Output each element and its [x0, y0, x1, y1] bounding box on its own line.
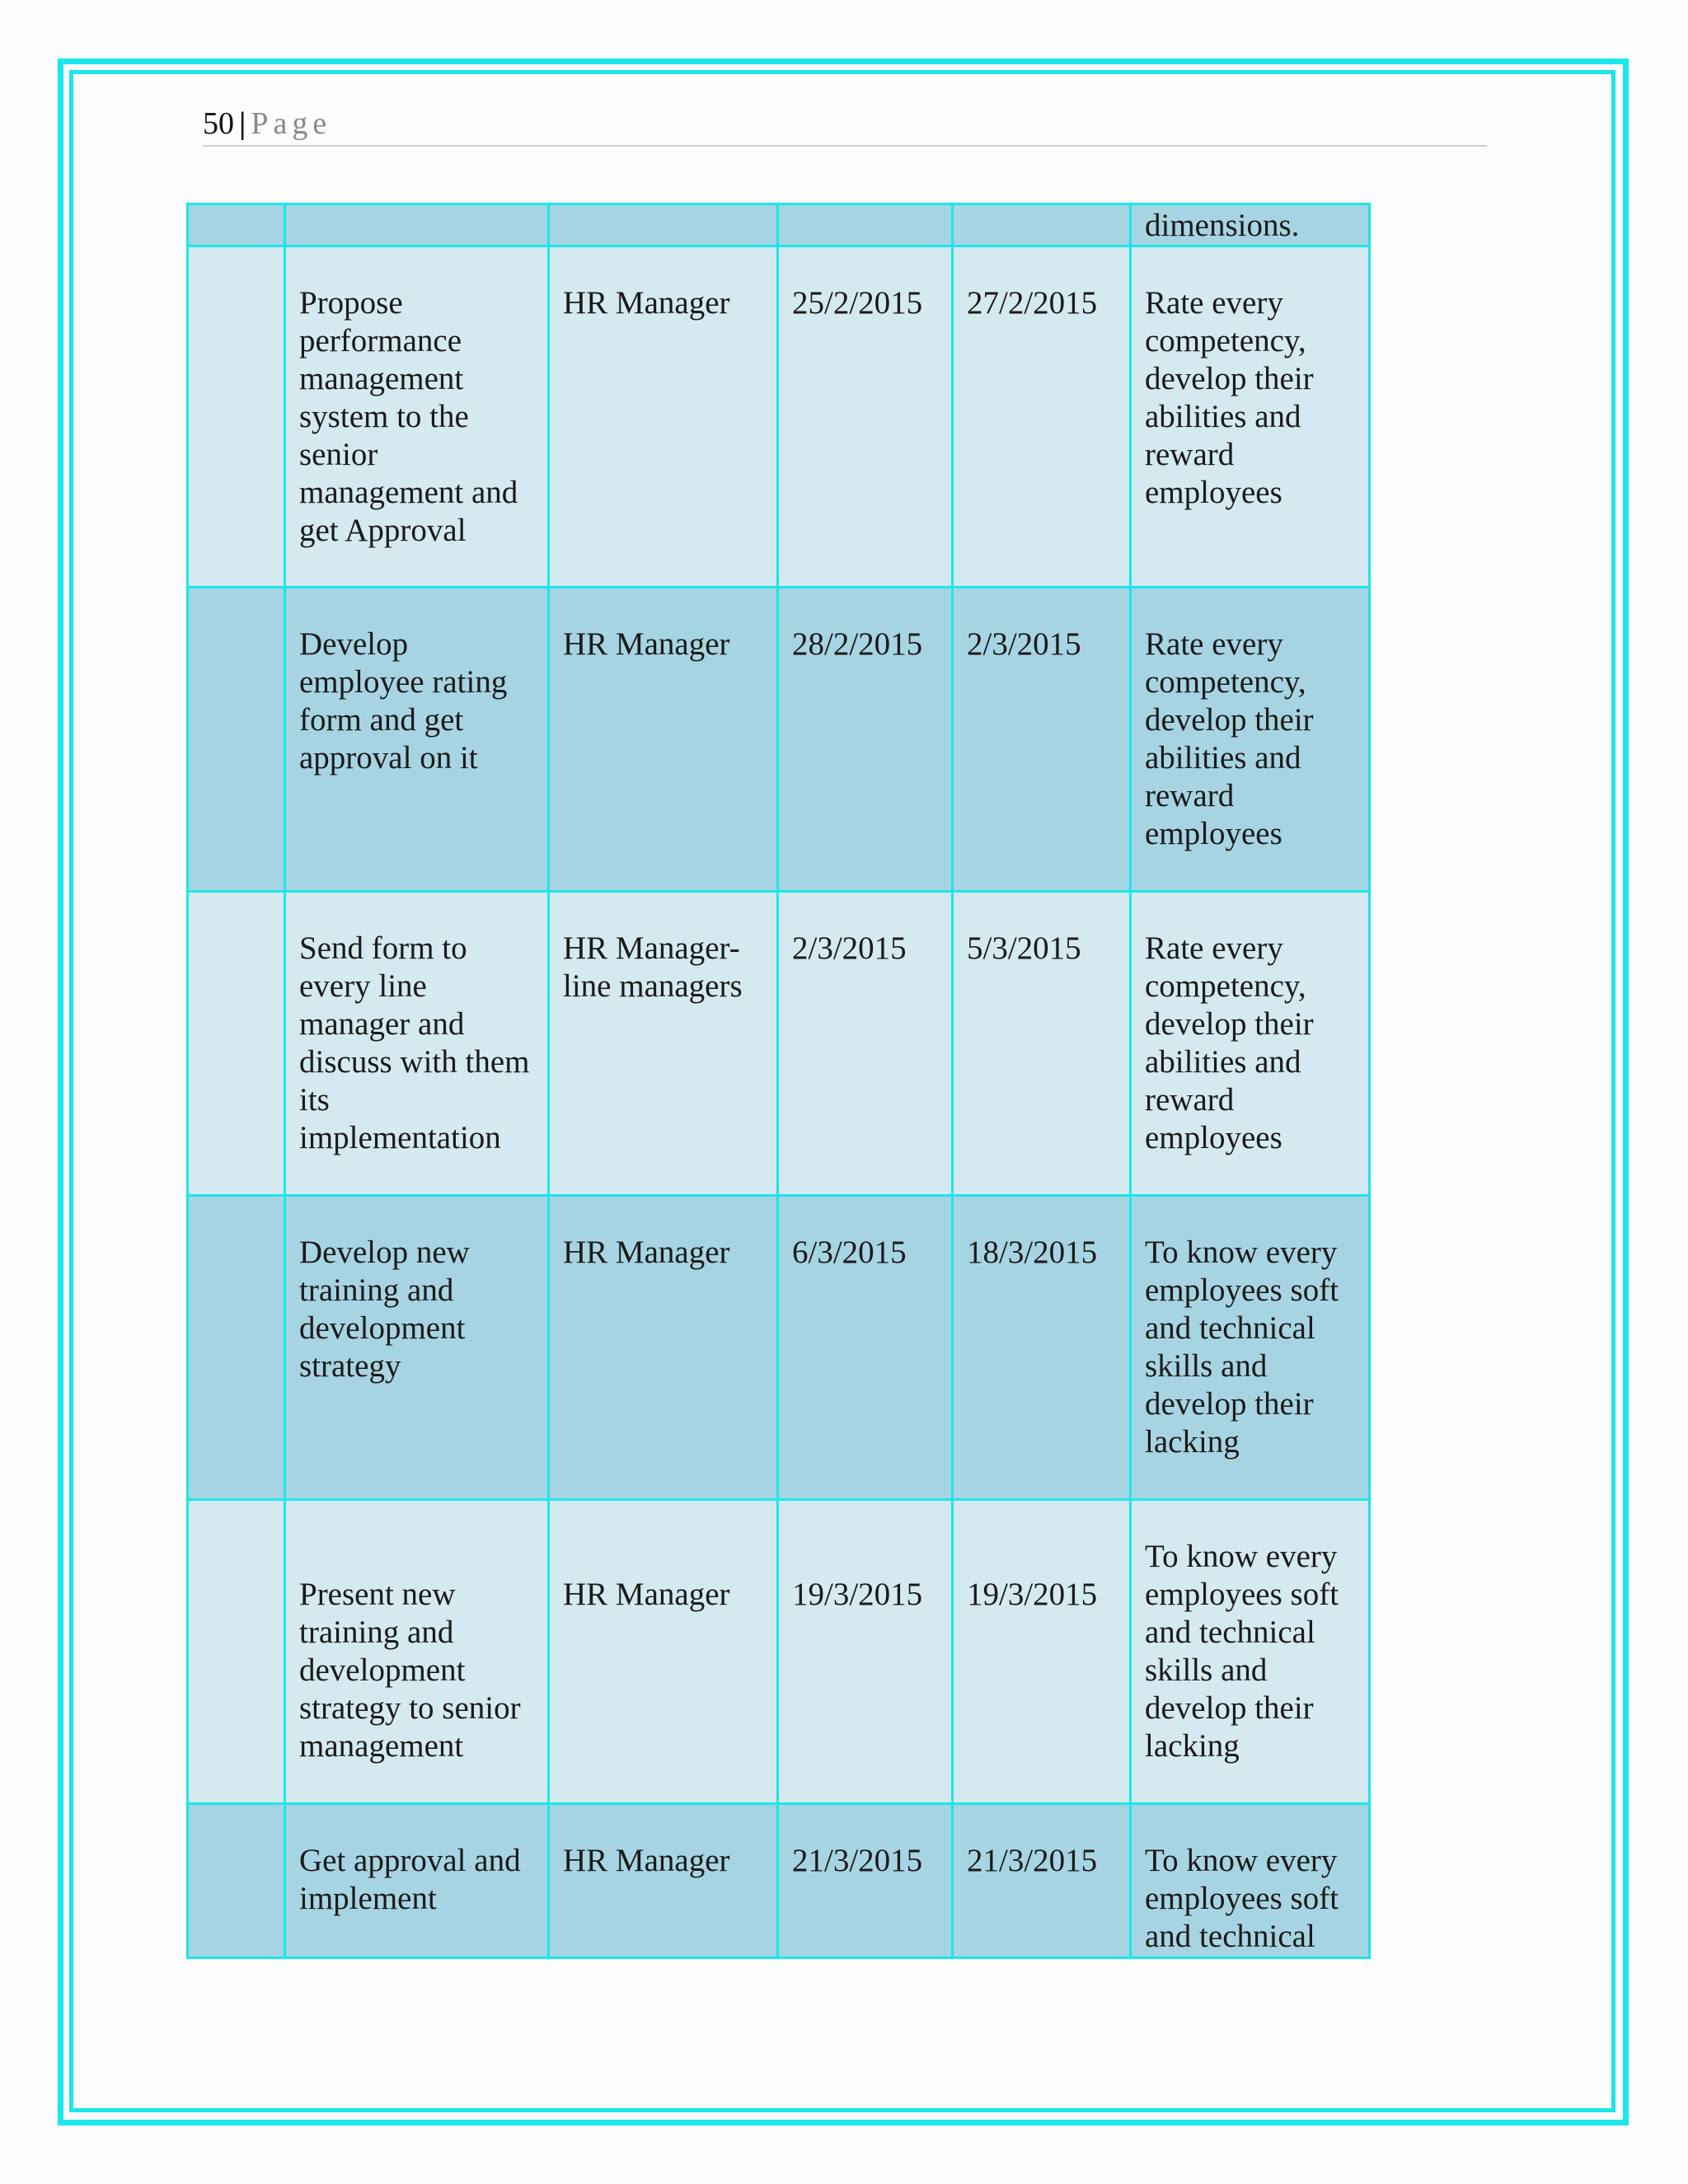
purpose-cell: To know every employees soft and technical skills and develop their lacking [1131, 1500, 1370, 1804]
purpose-cell: To know every employees soft and technical skills and develop their lacking [1131, 1196, 1370, 1500]
table-row [188, 892, 1370, 1196]
start-date-cell: 6/3/2015 [778, 1196, 953, 1500]
purpose-cell: dimensions. [1131, 204, 1370, 246]
end-date-cell [953, 204, 1131, 246]
responsible-cell: HR Manager [549, 1804, 778, 1958]
row-index-cell [188, 1804, 285, 1958]
start-date-cell: 28/2/2015 [778, 588, 953, 892]
table-row [188, 246, 1370, 588]
activity-cell: Develop employee rating form and get approval on it [285, 588, 549, 892]
header-separator: | [239, 106, 246, 141]
page-label: Page [251, 106, 332, 141]
end-date-cell: 21/3/2015 [953, 1804, 1131, 1958]
row-index-cell [188, 588, 285, 892]
row-index-cell [188, 1196, 285, 1500]
activity-cell [285, 204, 549, 246]
responsible-cell: HR Manager [549, 246, 778, 588]
responsible-cell: HR Manager [549, 1196, 778, 1500]
end-date-cell: 18/3/2015 [953, 1196, 1131, 1500]
activity-cell: Develop new training and development strategy [285, 1196, 549, 1500]
responsible-cell: HR Manager [549, 588, 778, 892]
activity-cell: Get approval and implement [285, 1804, 549, 1958]
table-row [188, 588, 1370, 892]
activity-cell: Present new training and development strategy to senior management [285, 1500, 549, 1804]
start-date-cell: 25/2/2015 [778, 246, 953, 588]
end-date-cell: 19/3/2015 [953, 1500, 1131, 1804]
purpose-cell: Rate every competency, develop their abilities and reward employees [1131, 892, 1370, 1196]
responsible-cell: HR Manager-line managers [549, 892, 778, 1196]
page-number: 50 [203, 106, 234, 141]
activity-cell: Send form to every line manager and discuss with them its implementation [285, 892, 549, 1196]
start-date-cell: 21/3/2015 [778, 1804, 953, 1958]
purpose-cell: Rate every competency, develop their abilities and reward employees [1131, 246, 1370, 588]
start-date-cell: 2/3/2015 [778, 892, 953, 1196]
purpose-cell: To know every employees soft and technical [1131, 1804, 1370, 1958]
responsible-cell [549, 204, 778, 246]
action-plan-table [186, 203, 1371, 1959]
purpose-cell: Rate every competency, develop their abilities and reward employees [1131, 588, 1370, 892]
table-row [188, 204, 1370, 246]
start-date-cell [778, 204, 953, 246]
row-index-cell [188, 892, 285, 1196]
activity-cell: Propose performance management system to the senior management and get Approval [285, 246, 549, 588]
page-header [203, 102, 1487, 147]
table-row [188, 1196, 1370, 1500]
row-index-cell [188, 246, 285, 588]
row-index-cell [188, 1500, 285, 1804]
responsible-cell: HR Manager [549, 1500, 778, 1804]
start-date-cell: 19/3/2015 [778, 1500, 953, 1804]
row-index-cell [188, 204, 285, 246]
end-date-cell: 2/3/2015 [953, 588, 1131, 892]
end-date-cell: 27/2/2015 [953, 246, 1131, 588]
table-row [188, 1500, 1370, 1804]
end-date-cell: 5/3/2015 [953, 892, 1131, 1196]
table-row [188, 1804, 1370, 1958]
